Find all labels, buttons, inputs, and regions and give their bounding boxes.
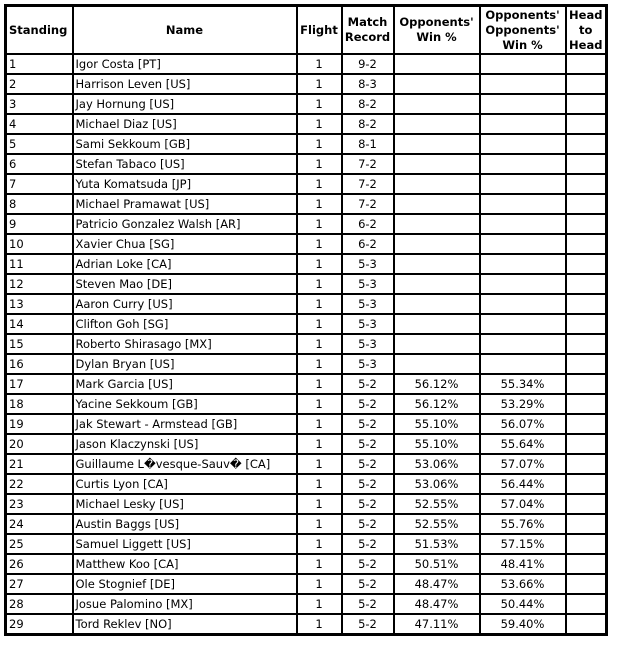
cell-flight: 1: [297, 194, 342, 214]
cell-name: Michael Pramawat [US]: [73, 194, 297, 214]
cell-opponents-win: 55.10%: [394, 434, 480, 454]
cell-match-record: 5-2: [342, 454, 394, 474]
cell-match-record: 8-2: [342, 94, 394, 114]
cell-flight: 1: [297, 134, 342, 154]
cell-match-record: 6-2: [342, 214, 394, 234]
cell-name: Yuta Komatsuda [JP]: [73, 174, 297, 194]
cell-match-record: 5-2: [342, 494, 394, 514]
cell-opponents-opponents-win: [480, 134, 566, 154]
cell-opponents-opponents-win: 57.15%: [480, 534, 566, 554]
table-row: [6, 54, 607, 74]
cell-standing: 25: [6, 534, 73, 554]
cell-head-to-head: [566, 254, 607, 274]
table-row: [6, 394, 607, 414]
cell-opponents-win: [394, 74, 480, 94]
cell-opponents-opponents-win: 55.34%: [480, 374, 566, 394]
cell-head-to-head: [566, 374, 607, 394]
cell-opponents-opponents-win: [480, 174, 566, 194]
cell-flight: 1: [297, 414, 342, 434]
cell-match-record: 8-3: [342, 74, 394, 94]
cell-standing: 6: [6, 154, 73, 174]
cell-opponents-opponents-win: [480, 214, 566, 234]
cell-name: Stefan Tabaco [US]: [73, 154, 297, 174]
cell-name: Ole Stognief [DE]: [73, 574, 297, 594]
cell-match-record: 5-2: [342, 554, 394, 574]
table-row: [6, 514, 607, 534]
cell-flight: 1: [297, 474, 342, 494]
cell-flight: 1: [297, 154, 342, 174]
cell-match-record: 5-2: [342, 594, 394, 614]
cell-match-record: 9-2: [342, 54, 394, 74]
header-h2h-line: Head: [569, 37, 603, 52]
standings-body: [6, 54, 607, 635]
cell-standing: 15: [6, 334, 73, 354]
cell-match-record: 6-2: [342, 234, 394, 254]
table-row: [6, 494, 607, 514]
cell-name: Aaron Curry [US]: [73, 294, 297, 314]
cell-match-record: 5-2: [342, 414, 394, 434]
cell-name: Guillaume L�vesque-Sauv� [CA]: [73, 454, 297, 474]
cell-opponents-win: 52.55%: [394, 494, 480, 514]
cell-opponents-opponents-win: 55.76%: [480, 514, 566, 534]
cell-head-to-head: [566, 594, 607, 614]
cell-opponents-win: [394, 334, 480, 354]
cell-name: Roberto Shirasago [MX]: [73, 334, 297, 354]
table-row: [6, 134, 607, 154]
cell-name: Mark Garcia [US]: [73, 374, 297, 394]
cell-opponents-win: 55.10%: [394, 414, 480, 434]
table-row: [6, 74, 607, 94]
cell-opponents-win: [394, 254, 480, 274]
cell-flight: 1: [297, 274, 342, 294]
cell-name: Adrian Loke [CA]: [73, 254, 297, 274]
header-oppopp-line: Opponents': [485, 22, 560, 37]
cell-standing: 5: [6, 134, 73, 154]
cell-head-to-head: [566, 214, 607, 234]
cell-opponents-win: [394, 54, 480, 74]
cell-opponents-opponents-win: [480, 314, 566, 334]
cell-name: Tord Reklev [NO]: [73, 614, 297, 635]
header-flight: Flight: [297, 6, 342, 55]
cell-head-to-head: [566, 614, 607, 635]
cell-standing: 16: [6, 354, 73, 374]
table-row: [6, 434, 607, 454]
cell-flight: 1: [297, 54, 342, 74]
cell-head-to-head: [566, 294, 607, 314]
header-opponents-win-line: Win %: [416, 30, 457, 44]
cell-head-to-head: [566, 454, 607, 474]
cell-match-record: 5-2: [342, 374, 394, 394]
cell-opponents-opponents-win: [480, 74, 566, 94]
cell-match-record: 5-2: [342, 614, 394, 635]
cell-opponents-win: [394, 314, 480, 334]
cell-standing: 19: [6, 414, 73, 434]
cell-flight: 1: [297, 534, 342, 554]
cell-flight: 1: [297, 574, 342, 594]
table-row: [6, 314, 607, 334]
table-row: [6, 374, 607, 394]
cell-opponents-opponents-win: [480, 334, 566, 354]
cell-opponents-win: [394, 94, 480, 114]
cell-name: Jason Klaczynski [US]: [73, 434, 297, 454]
cell-opponents-win: 48.47%: [394, 594, 480, 614]
cell-opponents-opponents-win: 48.41%: [480, 554, 566, 574]
table-row: [6, 94, 607, 114]
cell-name: Samuel Liggett [US]: [73, 534, 297, 554]
cell-head-to-head: [566, 574, 607, 594]
header-opponents-win-line: Opponents': [399, 15, 474, 29]
table-row: [6, 274, 607, 294]
cell-flight: 1: [297, 214, 342, 234]
cell-standing: 9: [6, 214, 73, 234]
cell-match-record: 5-2: [342, 474, 394, 494]
cell-name: Josue Palomino [MX]: [73, 594, 297, 614]
cell-opponents-opponents-win: [480, 274, 566, 294]
cell-flight: 1: [297, 114, 342, 134]
cell-head-to-head: [566, 414, 607, 434]
header-head-to-head: [566, 6, 607, 55]
cell-head-to-head: [566, 314, 607, 334]
cell-opponents-opponents-win: 55.64%: [480, 434, 566, 454]
header-opponents-opponents-win: [480, 6, 566, 55]
cell-name: Michael Diaz [US]: [73, 114, 297, 134]
cell-opponents-opponents-win: [480, 234, 566, 254]
cell-flight: 1: [297, 354, 342, 374]
cell-standing: 17: [6, 374, 73, 394]
cell-opponents-win: [394, 354, 480, 374]
cell-flight: 1: [297, 514, 342, 534]
cell-flight: 1: [297, 94, 342, 114]
header-name: Name: [73, 6, 297, 55]
cell-match-record: 5-3: [342, 314, 394, 334]
table-row: [6, 334, 607, 354]
cell-match-record: 5-2: [342, 434, 394, 454]
cell-match-record: 5-3: [342, 334, 394, 354]
cell-name: Patricio Gonzalez Walsh [AR]: [73, 214, 297, 234]
cell-head-to-head: [566, 134, 607, 154]
cell-standing: 14: [6, 314, 73, 334]
table-row: [6, 554, 607, 574]
cell-head-to-head: [566, 54, 607, 74]
cell-opponents-opponents-win: [480, 94, 566, 114]
cell-opponents-win: [394, 274, 480, 294]
header-h2h-line: Head: [569, 7, 603, 22]
cell-opponents-opponents-win: [480, 114, 566, 134]
cell-flight: 1: [297, 454, 342, 474]
cell-opponents-opponents-win: 57.07%: [480, 454, 566, 474]
cell-flight: 1: [297, 374, 342, 394]
cell-standing: 1: [6, 54, 73, 74]
table-row: [6, 474, 607, 494]
table-row: [6, 574, 607, 594]
cell-match-record: 7-2: [342, 154, 394, 174]
cell-flight: 1: [297, 254, 342, 274]
cell-name: Sami Sekkoum [GB]: [73, 134, 297, 154]
header-match-record-line: Match: [347, 15, 388, 29]
cell-flight: 1: [297, 314, 342, 334]
cell-name: Curtis Lyon [CA]: [73, 474, 297, 494]
cell-flight: 1: [297, 614, 342, 635]
cell-standing: 12: [6, 274, 73, 294]
cell-head-to-head: [566, 194, 607, 214]
header-match-record-line: Record: [344, 30, 391, 44]
standings-table: [4, 4, 608, 636]
cell-standing: 27: [6, 574, 73, 594]
cell-name: Steven Mao [DE]: [73, 274, 297, 294]
table-row: [6, 114, 607, 134]
header-oppopp-line: Opponents': [485, 7, 560, 22]
cell-opponents-opponents-win: 56.07%: [480, 414, 566, 434]
cell-opponents-opponents-win: [480, 354, 566, 374]
table-row: [6, 214, 607, 234]
cell-head-to-head: [566, 474, 607, 494]
cell-head-to-head: [566, 74, 607, 94]
cell-opponents-win: 48.47%: [394, 574, 480, 594]
cell-opponents-opponents-win: [480, 54, 566, 74]
cell-opponents-win: 52.55%: [394, 514, 480, 534]
cell-name: Igor Costa [PT]: [73, 54, 297, 74]
cell-standing: 22: [6, 474, 73, 494]
cell-standing: 11: [6, 254, 73, 274]
cell-match-record: 7-2: [342, 194, 394, 214]
cell-opponents-win: 47.11%: [394, 614, 480, 635]
cell-head-to-head: [566, 154, 607, 174]
cell-name: Michael Lesky [US]: [73, 494, 297, 514]
cell-opponents-win: 50.51%: [394, 554, 480, 574]
cell-flight: 1: [297, 294, 342, 314]
table-row: [6, 154, 607, 174]
table-row: [6, 194, 607, 214]
cell-opponents-win: [394, 114, 480, 134]
cell-opponents-win: 53.06%: [394, 474, 480, 494]
cell-head-to-head: [566, 274, 607, 294]
cell-opponents-win: [394, 134, 480, 154]
cell-flight: 1: [297, 594, 342, 614]
table-row: [6, 614, 607, 635]
cell-match-record: 5-3: [342, 274, 394, 294]
cell-standing: 4: [6, 114, 73, 134]
cell-flight: 1: [297, 74, 342, 94]
cell-opponents-opponents-win: 57.04%: [480, 494, 566, 514]
cell-standing: 13: [6, 294, 73, 314]
cell-match-record: 5-3: [342, 294, 394, 314]
cell-head-to-head: [566, 354, 607, 374]
cell-opponents-win: [394, 174, 480, 194]
header-opponents-win: [394, 6, 480, 55]
cell-match-record: 7-2: [342, 174, 394, 194]
cell-name: Austin Baggs [US]: [73, 514, 297, 534]
cell-match-record: 8-1: [342, 134, 394, 154]
cell-head-to-head: [566, 94, 607, 114]
cell-flight: 1: [297, 494, 342, 514]
cell-head-to-head: [566, 394, 607, 414]
table-row: [6, 454, 607, 474]
cell-standing: 26: [6, 554, 73, 574]
cell-opponents-win: [394, 194, 480, 214]
cell-standing: 21: [6, 454, 73, 474]
cell-standing: 7: [6, 174, 73, 194]
cell-match-record: 5-2: [342, 394, 394, 414]
cell-flight: 1: [297, 174, 342, 194]
cell-standing: 8: [6, 194, 73, 214]
cell-opponents-opponents-win: 53.66%: [480, 574, 566, 594]
cell-name: Clifton Goh [SG]: [73, 314, 297, 334]
cell-opponents-opponents-win: [480, 154, 566, 174]
header-standing: Standing: [6, 6, 73, 55]
cell-flight: 1: [297, 434, 342, 454]
cell-opponents-opponents-win: [480, 254, 566, 274]
table-row: [6, 294, 607, 314]
cell-flight: 1: [297, 554, 342, 574]
cell-standing: 20: [6, 434, 73, 454]
table-row: [6, 534, 607, 554]
cell-head-to-head: [566, 174, 607, 194]
cell-match-record: 5-2: [342, 534, 394, 554]
cell-standing: 18: [6, 394, 73, 414]
cell-standing: 29: [6, 614, 73, 635]
cell-head-to-head: [566, 114, 607, 134]
cell-opponents-win: 53.06%: [394, 454, 480, 474]
cell-flight: 1: [297, 234, 342, 254]
cell-standing: 10: [6, 234, 73, 254]
cell-head-to-head: [566, 514, 607, 534]
cell-head-to-head: [566, 334, 607, 354]
cell-opponents-win: 51.53%: [394, 534, 480, 554]
cell-name: Yacine Sekkoum [GB]: [73, 394, 297, 414]
cell-opponents-win: 56.12%: [394, 394, 480, 414]
cell-opponents-opponents-win: 59.40%: [480, 614, 566, 635]
cell-opponents-opponents-win: [480, 194, 566, 214]
cell-opponents-win: 56.12%: [394, 374, 480, 394]
cell-opponents-opponents-win: 50.44%: [480, 594, 566, 614]
table-row: [6, 254, 607, 274]
cell-head-to-head: [566, 494, 607, 514]
cell-standing: 2: [6, 74, 73, 94]
cell-name: Jay Hornung [US]: [73, 94, 297, 114]
cell-opponents-opponents-win: [480, 294, 566, 314]
cell-name: Matthew Koo [CA]: [73, 554, 297, 574]
header-match-record: [342, 6, 394, 55]
cell-standing: 3: [6, 94, 73, 114]
header-oppopp-line: Win %: [502, 37, 543, 52]
cell-flight: 1: [297, 334, 342, 354]
cell-match-record: 5-3: [342, 254, 394, 274]
table-row: [6, 354, 607, 374]
cell-name: Xavier Chua [SG]: [73, 234, 297, 254]
cell-opponents-win: [394, 214, 480, 234]
cell-head-to-head: [566, 534, 607, 554]
table-row: [6, 234, 607, 254]
cell-standing: 24: [6, 514, 73, 534]
header-h2h-line: to: [579, 22, 593, 37]
cell-flight: 1: [297, 394, 342, 414]
cell-match-record: 5-3: [342, 354, 394, 374]
cell-name: Dylan Bryan [US]: [73, 354, 297, 374]
table-row: [6, 414, 607, 434]
cell-standing: 28: [6, 594, 73, 614]
table-row: [6, 594, 607, 614]
cell-match-record: 5-2: [342, 514, 394, 534]
header-row: [6, 6, 607, 55]
cell-match-record: 5-2: [342, 574, 394, 594]
cell-opponents-opponents-win: 53.29%: [480, 394, 566, 414]
cell-name: Jak Stewart - Armstead [GB]: [73, 414, 297, 434]
cell-match-record: 8-2: [342, 114, 394, 134]
cell-head-to-head: [566, 554, 607, 574]
cell-opponents-opponents-win: 56.44%: [480, 474, 566, 494]
table-row: [6, 174, 607, 194]
cell-head-to-head: [566, 234, 607, 254]
cell-name: Harrison Leven [US]: [73, 74, 297, 94]
cell-standing: 23: [6, 494, 73, 514]
cell-opponents-win: [394, 294, 480, 314]
cell-head-to-head: [566, 434, 607, 454]
cell-opponents-win: [394, 234, 480, 254]
cell-opponents-win: [394, 154, 480, 174]
